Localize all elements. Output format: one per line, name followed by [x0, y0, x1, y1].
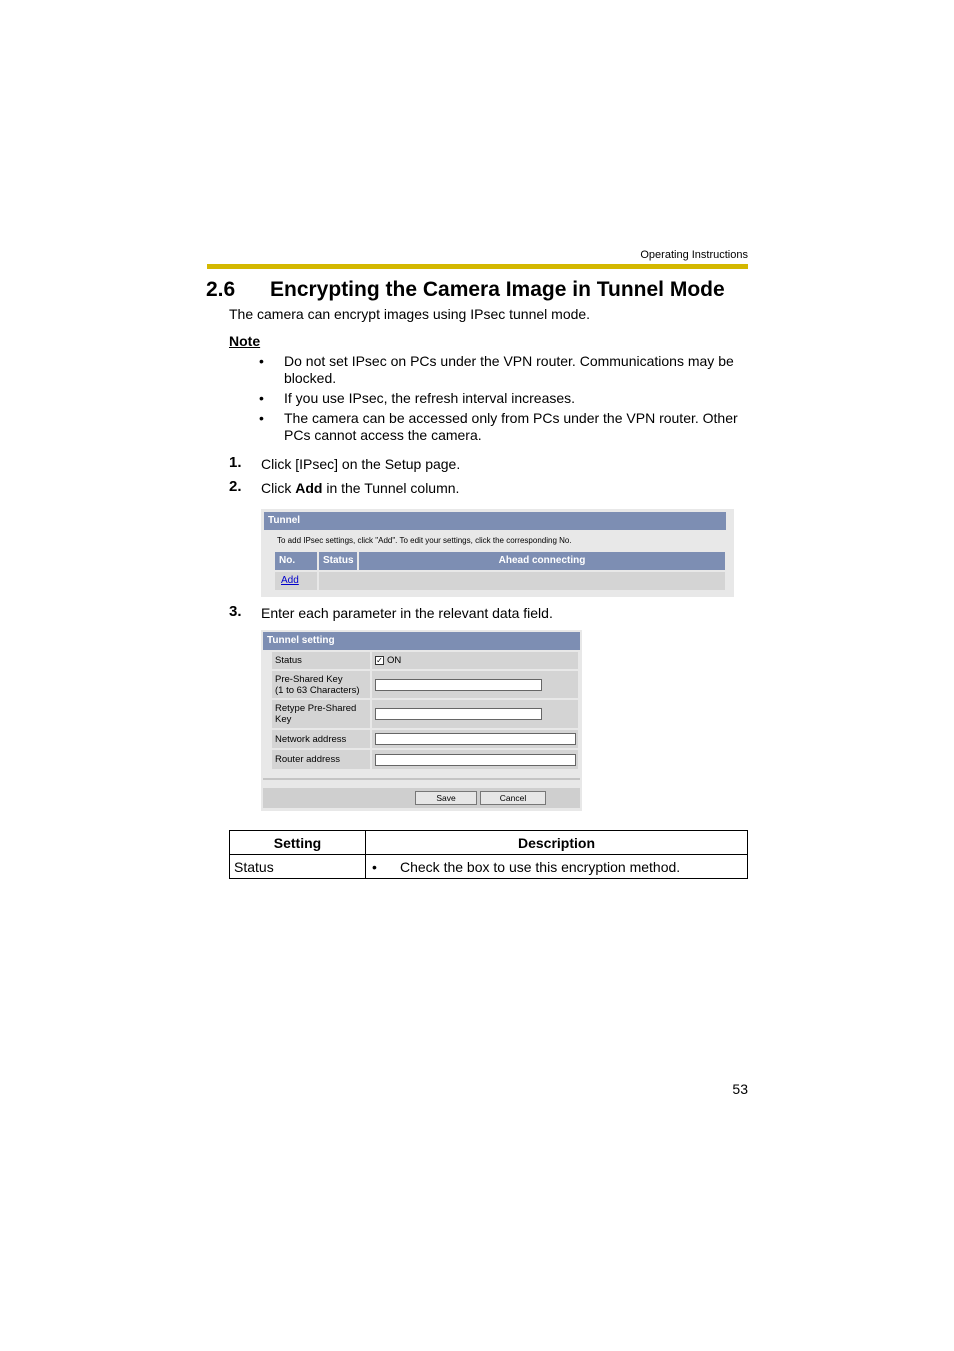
- button-bar: [263, 788, 580, 808]
- network-row: [272, 730, 578, 748]
- retype-value: [372, 700, 578, 728]
- note-text: If you use IPsec, the refresh interval increases.: [284, 390, 576, 406]
- tunnel-panel-hint: To add IPsec settings, click "Add". To edit your settings, click the corresponding No.: [277, 536, 572, 545]
- tunnel-table-header: [275, 552, 727, 570]
- note-item: [259, 390, 749, 407]
- cell-setting: Status: [230, 855, 366, 879]
- col-no: No.: [275, 552, 317, 570]
- psk-label-line1: Pre-Shared Key: [275, 673, 343, 685]
- step-2-text: [261, 480, 459, 496]
- note-list: [259, 353, 749, 447]
- network-value: [372, 730, 578, 748]
- retype-label: [272, 700, 370, 728]
- bullet-mark: •: [259, 390, 264, 406]
- network-label: Network address: [272, 730, 370, 748]
- section-number: 2.6: [206, 278, 236, 301]
- bullet-mark: •: [259, 410, 264, 426]
- cell-description: [366, 855, 748, 879]
- psk-label: [272, 671, 370, 698]
- retype-label-line1: Retype Pre-Shared: [275, 703, 357, 714]
- psk-input[interactable]: [375, 679, 542, 691]
- router-value: [372, 750, 578, 769]
- table-row: [230, 855, 748, 879]
- col-status: Status: [319, 552, 357, 570]
- save-button[interactable]: Save: [415, 791, 477, 805]
- add-cell: [275, 572, 317, 590]
- psk-row: [272, 671, 578, 698]
- status-on-label: ON: [387, 655, 402, 666]
- header-rule: [207, 264, 748, 269]
- step-3-text: Enter each parameter in the relevant data field.: [261, 605, 553, 621]
- table-header-row: [230, 831, 748, 855]
- tunnel-setting-title: Tunnel setting: [263, 632, 580, 650]
- retype-input[interactable]: [375, 708, 542, 720]
- status-label: Status: [272, 652, 370, 669]
- status-checkbox[interactable]: ✓: [376, 656, 383, 665]
- psk-label-line2: (1 to 63 Characters): [275, 684, 360, 696]
- note-text: The camera can be accessed only from PCs under the VPN router. Other PCs cannot access the camera.: [284, 410, 738, 443]
- description-item: [370, 859, 743, 875]
- running-header: Operating Instructions: [640, 249, 748, 261]
- section-intro: The camera can encrypt images using IPsec tunnel mode.: [229, 306, 591, 322]
- description-text: Check the box to use this encryption method.: [400, 858, 681, 875]
- cancel-button[interactable]: Cancel: [480, 791, 546, 805]
- status-row: [272, 652, 578, 669]
- router-row: [272, 750, 578, 769]
- empty-cell: [319, 572, 725, 590]
- tunnel-setting-panel: [261, 630, 582, 811]
- psk-value: [372, 671, 578, 698]
- step-1-number: 1.: [229, 454, 242, 471]
- step-2-pre: Click: [261, 480, 296, 496]
- step-2-number: 2.: [229, 478, 242, 495]
- router-input[interactable]: [375, 754, 576, 766]
- section-title: Encrypting the Camera Image in Tunnel Mode: [270, 278, 725, 301]
- settings-table: [229, 830, 748, 879]
- note-item: [259, 410, 749, 444]
- retype-row: [272, 700, 578, 728]
- panel-divider: [263, 778, 580, 780]
- add-link[interactable]: Add: [281, 575, 299, 586]
- retype-label-line2: Key: [275, 714, 292, 725]
- step-2-post: in the Tunnel column.: [322, 480, 460, 496]
- tunnel-panel-title: Tunnel: [264, 512, 726, 530]
- bullet-mark: •: [372, 858, 377, 875]
- header-description: Description: [366, 831, 748, 855]
- tunnel-panel: [261, 509, 734, 597]
- step-2-bold: Add: [295, 480, 323, 496]
- step-3-number: 3.: [229, 603, 242, 620]
- tunnel-table-row: [275, 572, 727, 590]
- header-setting: Setting: [230, 831, 366, 855]
- router-label: Router address: [272, 750, 370, 769]
- note-item: [259, 353, 749, 387]
- status-value: [372, 652, 578, 669]
- bullet-mark: •: [259, 353, 264, 369]
- note-heading: Note: [229, 333, 261, 349]
- col-ahead-connecting: Ahead connecting: [359, 552, 725, 570]
- note-text: Do not set IPsec on PCs under the VPN router. Communications may be blocked.: [284, 353, 734, 386]
- page-number: 53: [732, 1081, 748, 1097]
- step-1-text: Click [IPsec] on the Setup page.: [261, 456, 461, 472]
- network-input[interactable]: [375, 733, 576, 745]
